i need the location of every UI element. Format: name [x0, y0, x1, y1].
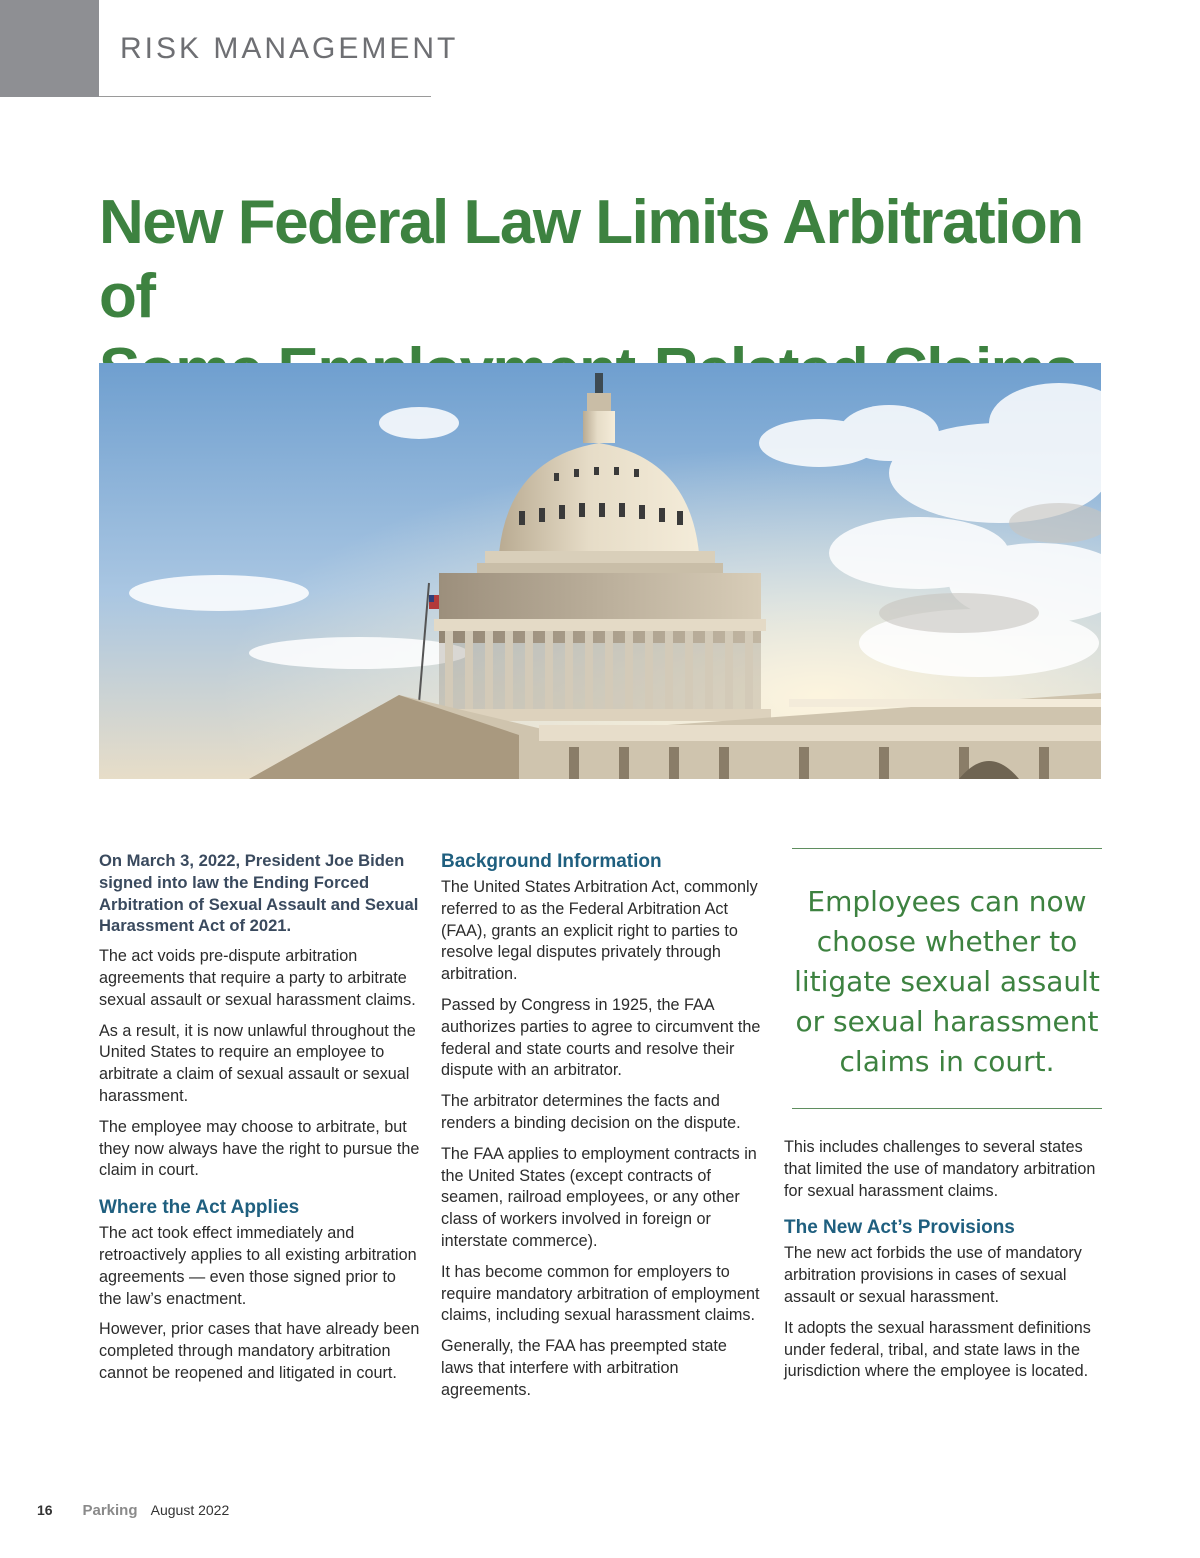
page-footer: [37, 1502, 229, 1519]
paragraph: Generally, the FAA has preempted state laws that interfere with arbitration agreements.: [441, 1337, 727, 1399]
issue-date: August 2022: [150, 1502, 230, 1518]
column-3: [784, 1137, 1104, 1392]
headline-line-1: New Federal Law Limits Arbitration of: [99, 188, 1083, 331]
paragraph: The United States Arbitration Act, commonly referred to as the Federal Arbitration Act (FAA), grants an explicit right to parties to resolve legal disputes privately through arbitration.: [441, 878, 758, 984]
column-1: [99, 850, 421, 1394]
paragraph: The employee may choose to arbitrate, but they now always have the right to pursue the claim in court.: [99, 1117, 420, 1180]
column-2: [441, 850, 763, 1411]
pull-quote-top-rule: [792, 848, 1102, 849]
paragraph: The FAA applies to employment contracts in the United States (except contracts of seamen, railroad employees, or any other class of workers involved in foreign or interstate commerce).: [441, 1144, 757, 1250]
paragraph: The act took effect immediately and retroactively applies to all existing arbitration agreements — even those signed prior to the law’s enactment.: [99, 1224, 417, 1308]
paragraph: However, prior cases that have already been completed through mandatory arbitration cannot be reopened and litigated in court.: [99, 1320, 420, 1382]
page-number: 16: [37, 1502, 53, 1518]
subheading-new-acts-provisions: The New Act’s Provisions: [784, 1217, 1015, 1239]
capitol-dome-photo: [99, 363, 1101, 779]
header-gray-block: [0, 0, 99, 97]
magazine-name: Parking: [82, 1502, 138, 1519]
paragraph: It has become common for employers to require mandatory arbitration of employment claims, including sexual harassment claims.: [441, 1262, 760, 1325]
lead-paragraph: On March 3, 2022, President Joe Biden signed into law the Ending Forced Arbitration of Sexual Assault and Sexual Harassment Act of 2021.: [99, 851, 419, 936]
paragraph: The act voids pre-dispute arbitration agreements that require a party to arbitrate sexual assault or sexual harassment claims.: [99, 947, 416, 1009]
paragraph: As a result, it is now unlawful throughout the United States to require an employee to arbitrate a claim of sexual assault or sexual harassment.: [99, 1021, 416, 1105]
paragraph: The new act forbids the use of mandatory arbitration provisions in cases of sexual assault or sexual harassment.: [784, 1244, 1082, 1306]
paragraph: It adopts the sexual harassment definitions under federal, tribal, and state laws in the jurisdiction where the employee is located.: [784, 1318, 1091, 1381]
paragraph: Passed by Congress in 1925, the FAA authorizes parties to agree to circumvent the federal and state courts and resolve their dispute with an arbitrator.: [441, 995, 761, 1080]
section-rule: [99, 96, 431, 97]
section-label: RISK MANAGEMENT: [120, 32, 459, 65]
pull-quote: Employees can now choose whether to litigate sexual assault or sexual harassment claims in court.: [794, 885, 1100, 1078]
subheading-where-act-applies: Where the Act Applies: [99, 1197, 300, 1219]
subheading-background-information: Background Information: [441, 851, 662, 872]
paragraph: This includes challenges to several states that limited the use of mandatory arbitration for sexual harassment claims.: [784, 1138, 1096, 1200]
paragraph: The arbitrator determines the facts and renders a binding decision on the dispute.: [441, 1092, 741, 1132]
pull-quote-bottom-rule: [792, 1108, 1102, 1109]
